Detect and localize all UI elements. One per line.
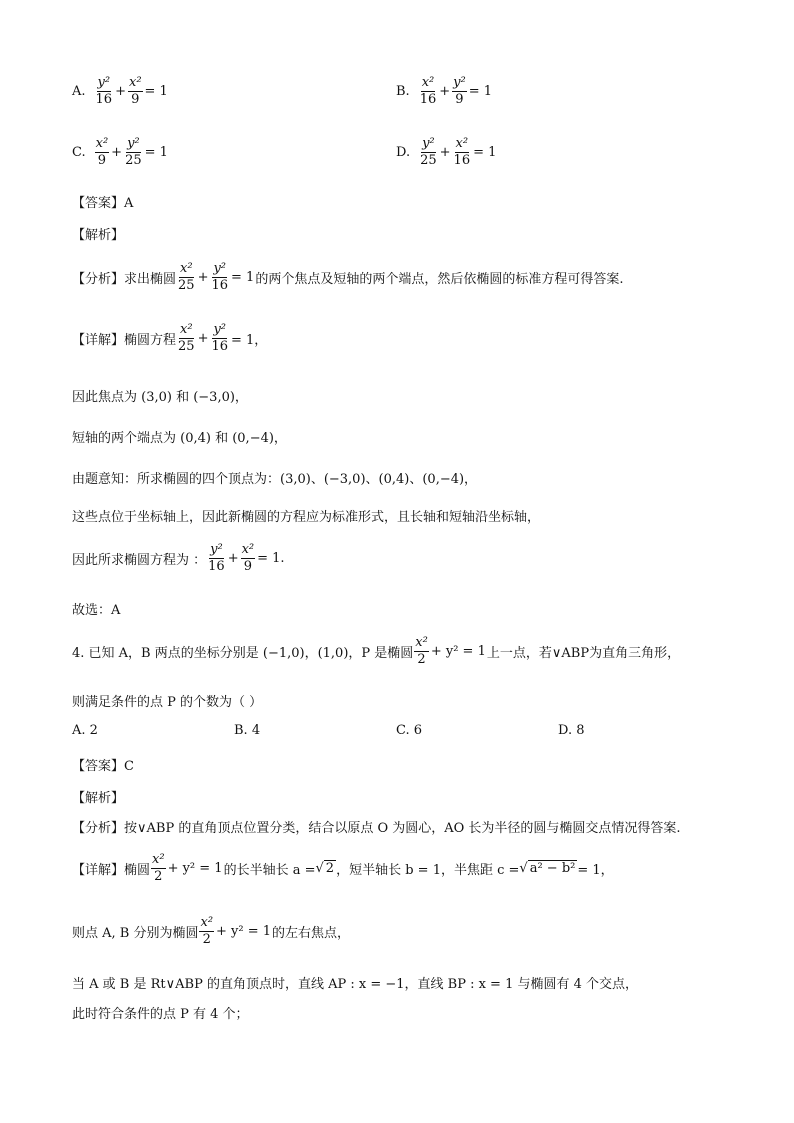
fraction: $\frac{\text{y²}}{16}$ <box>211 261 229 293</box>
q4-option-c: C. 6 <box>396 723 423 738</box>
option-b: B. $\frac{\text{x²}}{16}$ + $\frac{\text{y²}}{9}$ = 1 <box>396 75 492 107</box>
option-d: D. $\frac{\text{y²}}{25}$ + $\frac{\text{x²}}{16}$ = 1 <box>396 136 497 168</box>
fraction: $\frac{\text{x²}}{16}$ <box>419 75 437 107</box>
q4-option-a: A. 2 <box>72 723 98 738</box>
q4-count: 此时符合条件的点 P 有 4 个； <box>72 1007 249 1022</box>
q3-fenxi: 【分析】求出椭圆 $\frac{\text{x²}}{25}$ + $\frac{\text{y²}}{16}$ = 1 的两个焦点及短轴的两个端点，然后依椭圆的标准方程可得答案. <box>72 261 624 293</box>
q4-fenxi: 【分析】按∨ABP 的直角顶点位置分类，结合以原点 O 为圆心，AO 长为半径的圆与椭圆交点情况得答案. <box>72 821 681 836</box>
fraction: $\frac{\text{y²}}{16}$ <box>208 542 225 574</box>
q3-minor-axis: 短轴的两个端点为 (0,4) 和 (0,−4)， <box>72 431 287 446</box>
sqrt-sign: √ <box>519 860 528 876</box>
q4-xiangjie: 【详解】椭圆 $\frac{\text{x²}}{2}$ + y² = 1 的长半轴长 a = √ 2 ，短半轴长 b = 1，半焦距 c = √ a² − b² = 1， <box>72 852 614 884</box>
q3-result: 因此所求椭圆方程为 ： $\frac{\text{y²}}{16}$ + $\frac{\text{x²}}{9}$ = 1. <box>72 542 285 574</box>
fraction: $\frac{\text{x²}}{2}$ <box>152 852 165 884</box>
q4-stem-line2: 则满足条件的点 P 的个数为（ ） <box>72 695 263 710</box>
fraction: $\frac{\text{x²}}{9}$ <box>95 136 109 168</box>
q4-answer-tag: 【答案】C <box>72 759 134 774</box>
fraction: $\frac{\text{x²}}{16}$ <box>453 136 471 168</box>
fraction: $\frac{\text{y²}}{9}$ <box>453 75 466 107</box>
q4-analysis-tag: 【解析】 <box>72 791 125 806</box>
q4-foci: 则点 A, B 分别为椭圆 $\frac{\text{x²}}{2}$ + y² = 1 的左右焦点， <box>72 915 351 947</box>
option-label: D. <box>396 144 411 160</box>
option-c: C. $\frac{\text{x²}}{9}$ + $\frac{\text{y²}}{25}$ = 1 <box>72 136 168 168</box>
fraction: $\frac{\text{x²}}{2}$ <box>200 915 214 947</box>
sqrt-sign: √ <box>315 860 324 876</box>
option-label: B. <box>396 83 410 99</box>
fraction: $\frac{\text{y²}}{16}$ <box>211 322 229 354</box>
q4-option-b: B. 4 <box>234 723 261 738</box>
q3-xiangjie: 【详解】椭圆方程 $\frac{\text{x²}}{25}$ + $\frac{\text{y²}}{16}$ = 1， <box>72 322 268 354</box>
q4-stem: 4. 已知 A，B 两点的坐标分别是 (−1,0)，(1,0)，P 是椭圆 $\frac{\text{x²}}{2}$ + y² = 1 上一点，若∨ABP为直角三角形， <box>72 635 681 667</box>
fraction: $\frac{\text{y²}}{25}$ <box>420 136 437 168</box>
fraction: $\frac{\text{y²}}{16}$ <box>95 75 113 107</box>
analysis-tag: 【解析】 <box>72 228 125 243</box>
fraction: $\frac{\text{y²}}{25}$ <box>125 136 142 168</box>
q3-axes: 这些点位于坐标轴上，因此新椭圆的方程应为标准形式，且长轴和短轴沿坐标轴， <box>72 510 541 525</box>
option-a: A. $\frac{\text{y²}}{16}$ + $\frac{\text{x²}}{9}$ = 1 <box>72 75 168 107</box>
q3-vertices: 由题意知：所求椭圆的四个顶点为：(3,0)、(−3,0)、(0,4)、(0,−4)， <box>72 472 478 487</box>
fraction: $\frac{\text{x²}}{9}$ <box>128 75 142 107</box>
q3-choice: 故选：A <box>72 603 121 618</box>
answer-tag: 【答案】A <box>72 196 134 211</box>
option-label: A. <box>72 83 86 99</box>
fraction: $\frac{\text{x²}}{2}$ <box>415 635 428 667</box>
fraction: $\frac{\text{x²}}{25}$ <box>178 261 195 293</box>
q4-option-d: D. 8 <box>558 723 585 738</box>
q3-foci: 因此焦点为 (3,0) 和 (−3,0)， <box>72 390 248 405</box>
q4-right-vertex: 当 A 或 B 是 Rt∨ABP 的直角顶点时，直线 AP : x = −1，直线 BP : x = 1 与椭圆有 4 个交点， <box>72 977 639 992</box>
fraction: $\frac{\text{x²}}{9}$ <box>241 542 255 574</box>
fraction: $\frac{\text{x²}}{25}$ <box>178 322 195 354</box>
option-label: C. <box>72 144 86 160</box>
